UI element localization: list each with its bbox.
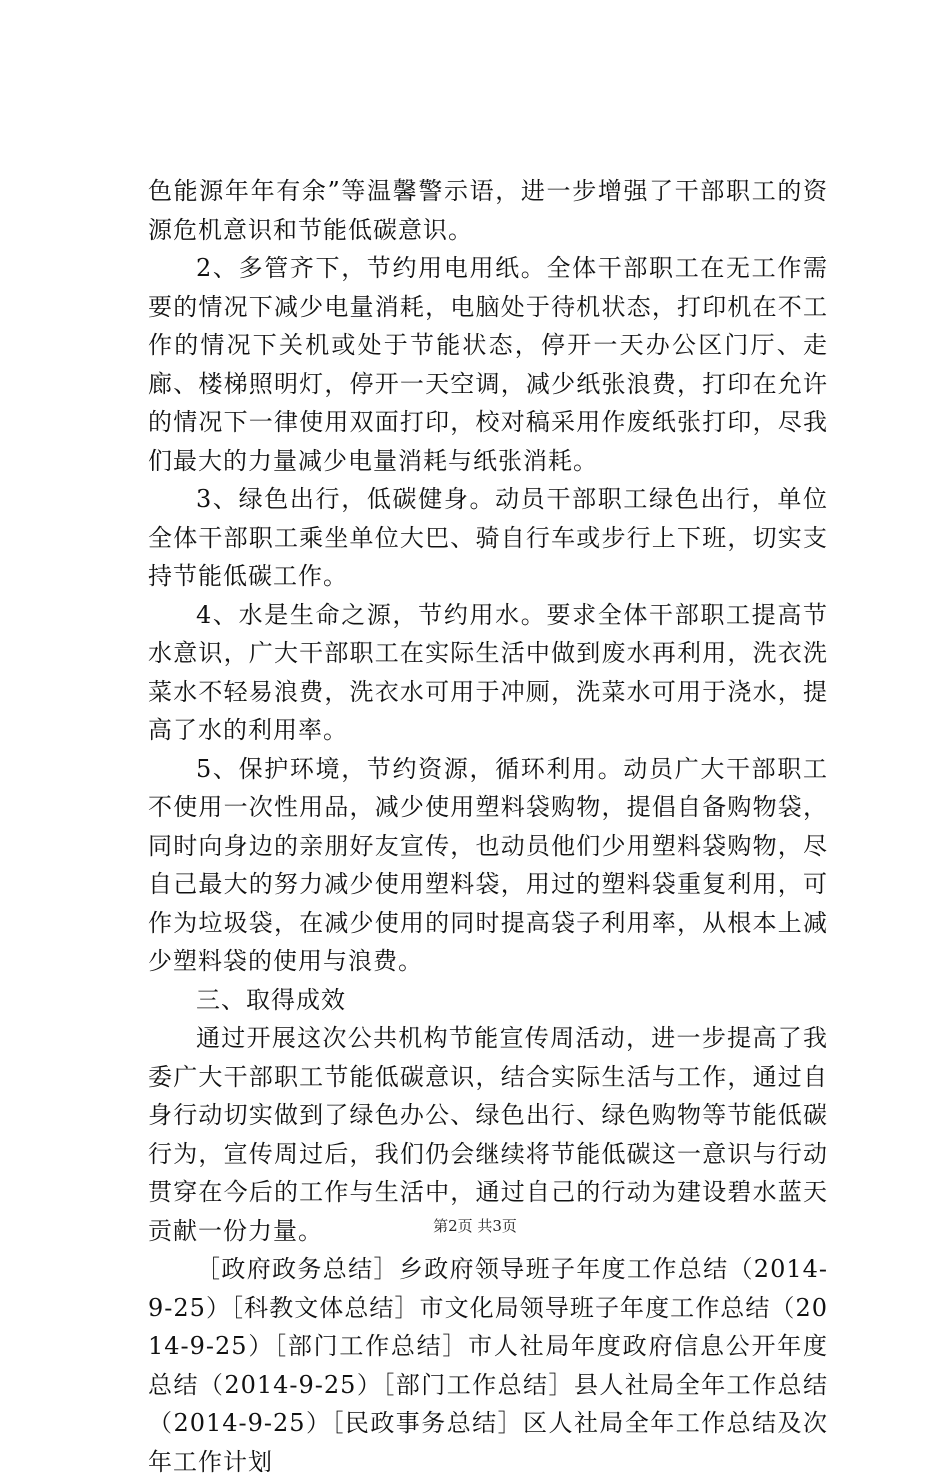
- paragraph-5: 5、保护环境，节约资源，循环利用。动员广大干部职工不使用一次性用品，减少使用塑料袋购物，提倡自备购物袋，同时向身边的亲朋好友宣传，也动员他们少用塑料袋购物，尽自己最大的努力减少使用塑料袋，用过的塑料袋重复利用，可作为垃圾袋，在减少使用的同时提高袋子利用率，从根本上减少塑料袋的使用与浪费。: [148, 754, 828, 975]
- paragraph-6: 通过开展这次公共机构节能宣传周活动，进一步提高了我委广大干部职工节能低碳意识，结合实际生活与工作，通过自身行动切实做到了绿色办公、绿色出行、绿色购物等节能低碳行为，宣传周过后，我们仍会继续将节能低碳这一意识与行动贯穿在今后的工作与生活中，通过自己的行动为建设碧水蓝天贡献一份力量。: [148, 1024, 828, 1245]
- page-number: 第2页 共3页: [433, 1217, 517, 1235]
- paragraph-2: 2、多管齐下，节约用电用纸。全体干部职工在无工作需要的情况下减少电量消耗，电脑处于待机状态，打印机在不工作的情况下关机或处于节能状态，停开一天办公区门厅、走廊、楼梯照明灯，停开一天空调，减少纸张浪费，打印在允许的情况下一律使用双面打印，校对稿采用作废纸张打印，尽我们最大的力量减少电量消耗与纸张消耗。: [148, 254, 828, 475]
- paragraph-4: 4、水是生命之源，节约用水。要求全体干部职工提高节水意识，广大干部职工在实际生活中做到废水再利用，洗衣洗菜水不轻易浪费，洗衣水可用于冲厕，洗菜水可用于浇水，提高了水的利用率。: [148, 600, 828, 744]
- paragraph-3: 3、绿色出行，低碳健身。动员干部职工绿色出行，单位全体干部职工乘坐单位大巴、骑自行车或步行上下班，切实支持节能低碳工作。: [148, 485, 828, 590]
- related-links-paragraph: ［政府政务总结］乡政府领导班子年度工作总结（2014-9-25）［科教文体总结］市文化局领导班子年度工作总结（2014-9-25）［部门工作总结］市人社局年度政府信息公开年度总结（2014-9-25）［部门工作总结］县人社局全年工作总结（2014-9-25）［民政事务总结］区人社局全年工作总结及次年工作计划: [148, 1255, 828, 1476]
- section-heading: 三、取得成效: [196, 985, 346, 1014]
- document-body: [148, 172, 828, 1481]
- paragraph-1: 色能源年年有余”等温馨警示语，进一步增强了干部职工的资源危机意识和节能低碳意识。: [148, 177, 828, 244]
